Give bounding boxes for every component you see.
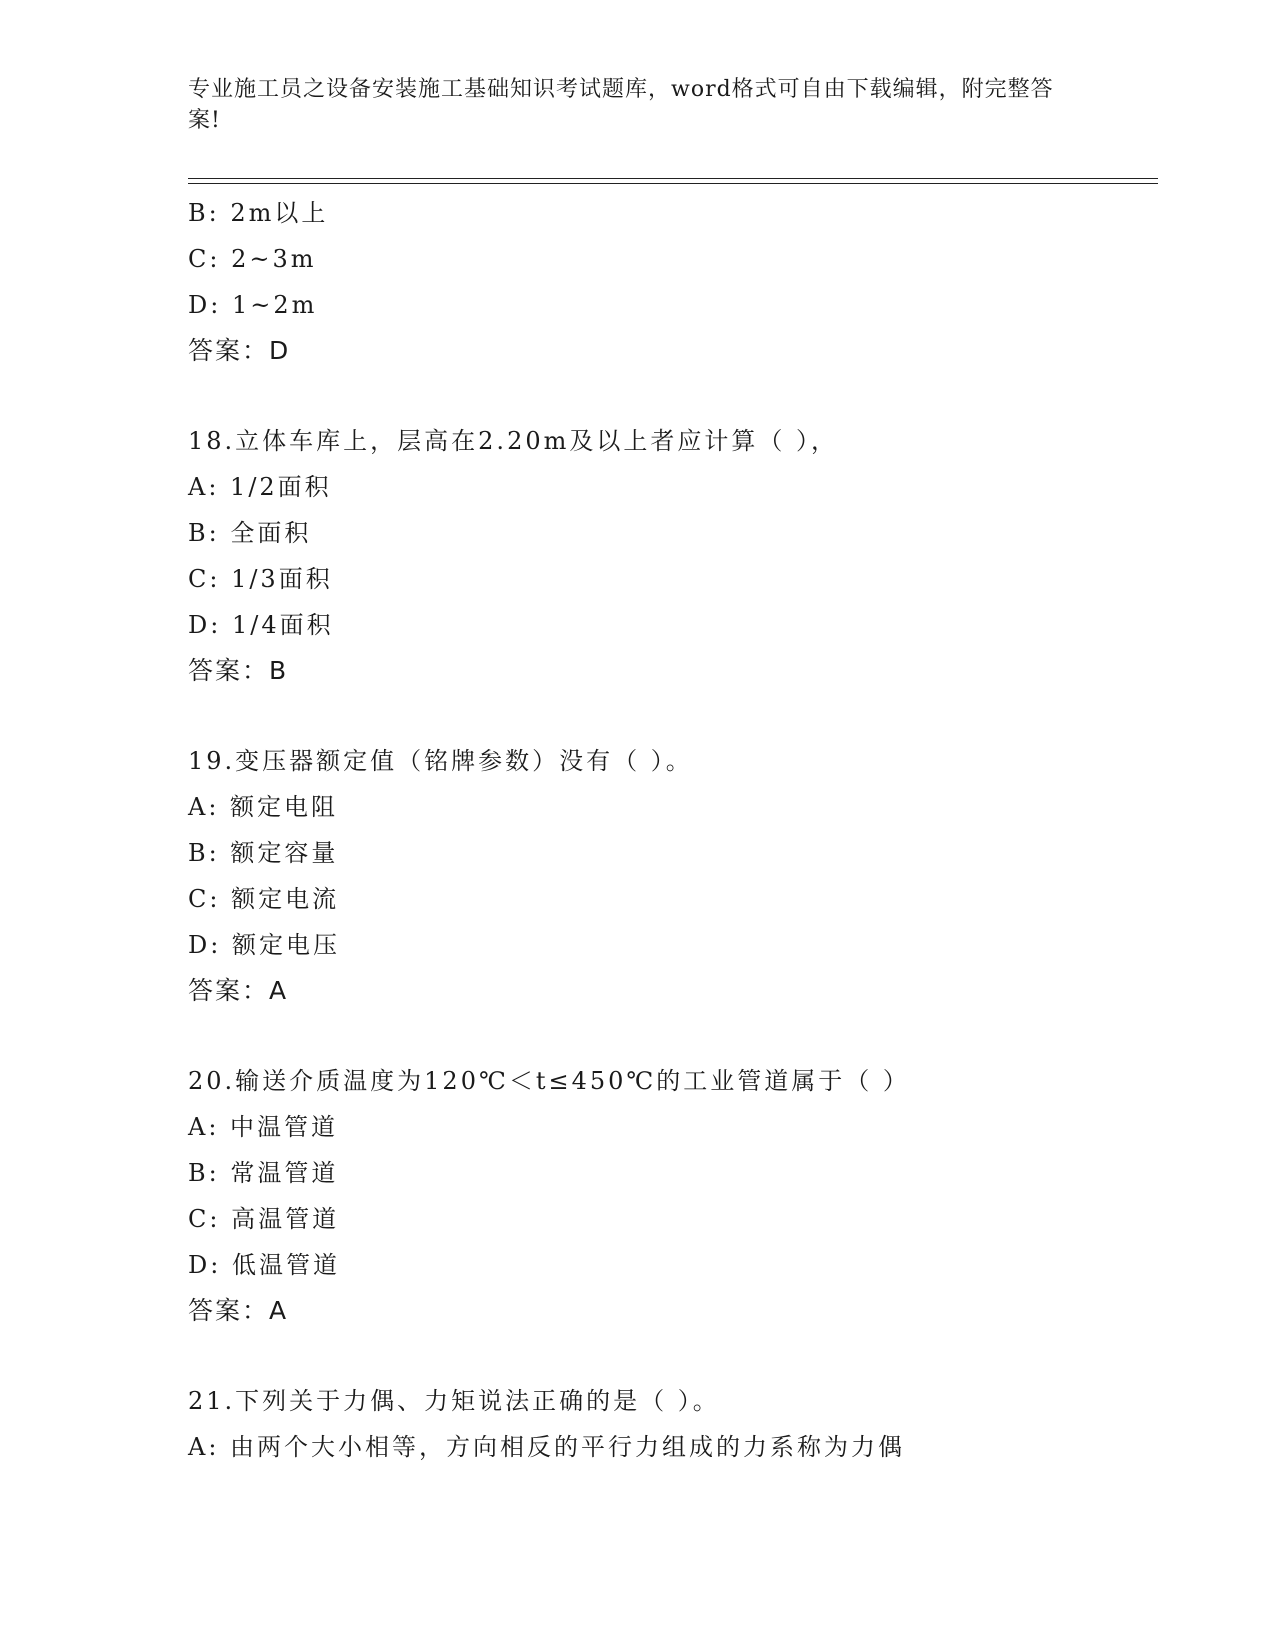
question-list [188, 190, 1158, 1470]
option-c: C: 2~3m [188, 245, 317, 273]
header-divider-bottom [188, 183, 1158, 184]
question-21 [188, 1378, 1158, 1470]
option-d: D: 1/4面积 [188, 611, 334, 639]
question-stem: 18.立体车库上，层高在2.20m及以上者应计算（ ）， [188, 427, 838, 455]
question-stem: 21.下列关于力偶、力矩说法正确的是（ ）。 [188, 1387, 720, 1415]
option-b: B: 额定容量 [188, 839, 339, 867]
option-d: D: 低温管道 [188, 1251, 340, 1279]
answer-line: 答案：A [188, 1296, 289, 1325]
answer-line: 答案：B [188, 656, 289, 685]
question-stem: 20.输送介质温度为120℃＜t≤450℃的工业管道属于（ ） [188, 1067, 910, 1095]
spacer [188, 694, 1158, 738]
answer-line: 答案：A [188, 976, 289, 1005]
document-header [188, 74, 1068, 136]
option-c: C: 1/3面积 [188, 565, 333, 593]
question-18 [188, 418, 1158, 694]
spacer [188, 374, 1158, 418]
option-a: A: 1/2面积 [188, 473, 332, 501]
document-title: 专业施工员之设备安装施工基础知识考试题库，word格式可自由下载编辑，附完整答案! [188, 77, 1054, 133]
option-a: A: 额定电阻 [188, 793, 339, 821]
question-19 [188, 738, 1158, 1014]
spacer [188, 1334, 1158, 1378]
partial-question [188, 190, 1158, 374]
question-20 [188, 1058, 1158, 1334]
option-a: A: 由两个大小相等，方向相反的平行力组成的力系称为力偶 [188, 1433, 906, 1461]
option-d: D: 1~2m [188, 291, 318, 319]
header-divider-top [188, 178, 1158, 179]
option-b: B: 常温管道 [188, 1159, 339, 1187]
answer-line: 答案：D [188, 336, 291, 365]
option-b: B: 2m以上 [188, 199, 329, 227]
option-b: B: 全面积 [188, 519, 312, 547]
question-stem: 19.变压器额定值（铭牌参数）没有（ ）。 [188, 747, 693, 775]
option-c: C: 额定电流 [188, 885, 340, 913]
option-d: D: 额定电压 [188, 931, 340, 959]
option-c: C: 高温管道 [188, 1205, 340, 1233]
spacer [188, 1014, 1158, 1058]
option-a: A: 中温管道 [188, 1113, 339, 1141]
